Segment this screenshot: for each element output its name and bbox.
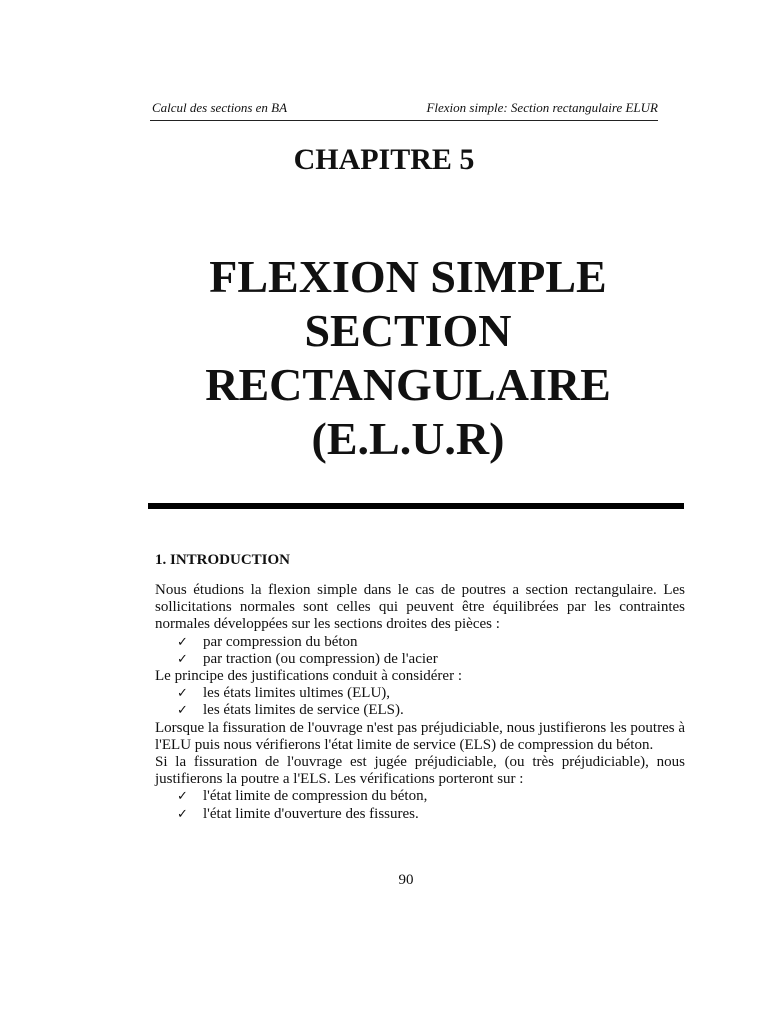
checkmark-icon: ✓ [177, 806, 188, 822]
list-item [155, 788, 685, 805]
checkmark-icon: ✓ [177, 634, 188, 650]
checkmark-icon: ✓ [177, 703, 188, 719]
paragraph: Nous étudions la flexion simple dans le cas de poutres a section rectangulaire. Les sollicitations normales sont celles qui peuvent être équilibrées par les contraintes normales développées sur les sections droites des pièces : [155, 582, 685, 633]
checkmark-icon: ✓ [177, 651, 188, 667]
chapter-title-line: RECTANGULAIRE [205, 359, 611, 410]
list-item [155, 806, 685, 823]
list-item [155, 685, 685, 702]
page-number: 90 [398, 872, 414, 888]
running-header [152, 100, 658, 120]
paragraph: Si la fissuration de l'ouvrage est jugée préjudiciable, (ou très préjudiciable), nous justifierons la poutre a l'ELS. Les vérifications porteront sur : [155, 754, 685, 788]
list-item [155, 651, 685, 668]
header-left-text: Calcul des sections en BA [152, 100, 288, 115]
list-item [155, 634, 685, 651]
paragraph: Lorsque la fissuration de l'ouvrage n'est pas préjudiciable, nous justifierons les poutres à l'ELU puis nous vérifierons l'état limite de service (ELS) de compression du béton. [155, 719, 685, 753]
checkmark-icon: ✓ [177, 686, 188, 702]
checkmark-icon: ✓ [177, 789, 188, 805]
header-rule [150, 120, 658, 121]
chapter-title-line: SECTION [304, 305, 512, 356]
section-body [155, 582, 685, 823]
bullet-list [155, 685, 685, 719]
chapter-title-line: (E.L.U.R) [311, 413, 505, 464]
list-item-text: les états limites de service (ELS). [203, 702, 404, 719]
bullet-list [155, 634, 685, 668]
chapter-title-line: FLEXION SIMPLE [209, 251, 607, 302]
chapter-title [0, 250, 768, 466]
list-item-text: par traction (ou compression) de l'acier [203, 650, 438, 667]
bullet-list [155, 788, 685, 822]
header-right-text: Flexion simple: Section rectangulaire ELUR [426, 100, 658, 115]
list-item-text: par compression du béton [203, 633, 358, 650]
paragraph: Le principe des justifications conduit à considérer : [155, 668, 462, 685]
list-item [155, 702, 685, 719]
title-separator-rule [148, 503, 684, 509]
section-heading: 1. INTRODUCTION [155, 552, 291, 568]
list-item-text: les états limites ultimes (ELU), [203, 685, 391, 702]
chapter-label: CHAPITRE 5 [293, 143, 475, 176]
list-item-text: l'état limite de compression du béton, [203, 788, 428, 805]
list-item-text: l'état limite d'ouverture des fissures. [203, 805, 419, 822]
